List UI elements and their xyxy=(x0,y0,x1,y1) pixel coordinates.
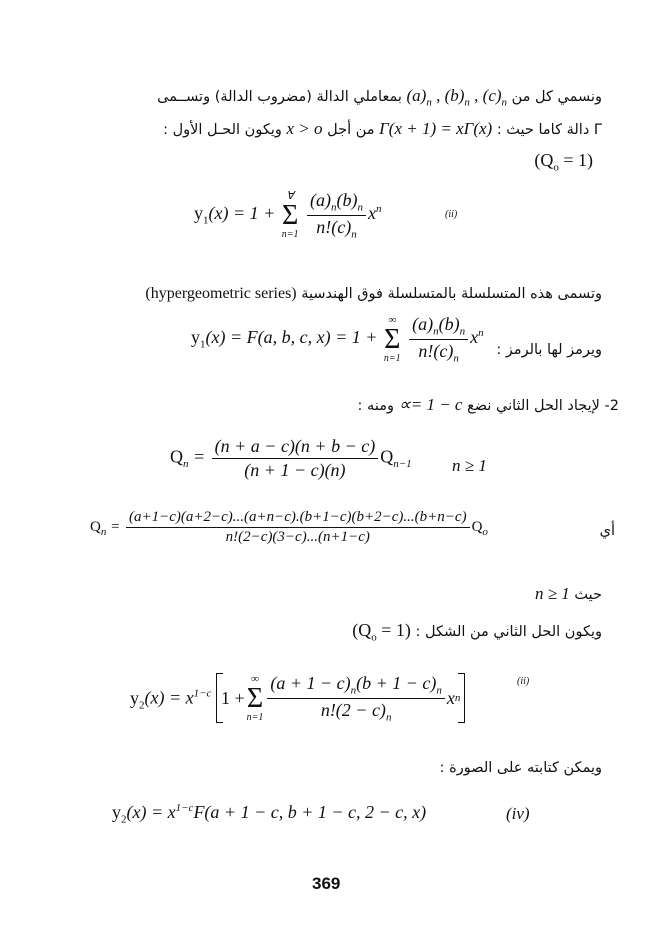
line2-arabic-mid: من أجل xyxy=(327,122,375,138)
eq5-fraction: $\frac{(a + 1 - c)_n(b + 1 - c)_n}{n!(2 - c)_n}$ xyxy=(267,673,445,723)
eq5-tag: (ii) xyxy=(517,676,530,687)
page-number: 369 xyxy=(312,874,341,893)
alpha-substitution: ∝= 1 − c xyxy=(398,395,463,414)
line6-arabic-end: ومنه : xyxy=(357,398,394,414)
line4-arabic: وتسمى هذه المتسلسلة بالمتسلسلة فوق الهندسية xyxy=(301,286,602,302)
eq6-lhs: $y_2$ xyxy=(112,802,127,826)
text-line-6 xyxy=(358,395,619,415)
x-condition: x > o xyxy=(286,119,323,138)
text-line-2 xyxy=(163,119,602,139)
line7-math: n ≥ 1 xyxy=(534,584,570,603)
eq4-arabic: أي xyxy=(599,523,615,539)
eq3-lhs: Q xyxy=(170,446,183,467)
text-line-8 xyxy=(352,620,602,644)
line1-math-a: $(a)_n$ , $(b)_n$ , $(c)_n$ xyxy=(406,86,508,109)
line6-arabic-start: 2- لإيجاد الحل الثاني نضع xyxy=(467,398,619,414)
gamma-identity: Γ(x + 1) = xΓ(x) xyxy=(379,119,493,138)
eq1-lhs: $y_1$ xyxy=(194,203,209,227)
eq2-fraction: $\frac{(a)_n(b)_n}{n!(c)_n}$ xyxy=(409,314,468,364)
eq5-sum-sign: ∞ Σ n=1 xyxy=(246,672,264,723)
eq3-condition: n ≥ 1 xyxy=(452,456,487,475)
line4-english: (hypergeometric series) xyxy=(145,285,297,302)
eq5-bracket: 1 + ∞ Σ n=1 $\frac{(a + 1 - c)_n(b + 1 - c)_n}{n!(2 - c)_n}$ x n xyxy=(216,673,465,723)
line2-arabic-end: ويكون الحـل الأول : xyxy=(163,122,282,138)
text-line-1 xyxy=(157,86,602,108)
text-line-7 xyxy=(535,584,602,604)
equation-y1-hypergeometric: $y_1(x) = F(a$, b, c, x) = 1 + ∞ Σ n=1 $\frac{(a)_n(b)_n}{n!(c)_n}$ $x^n$ xyxy=(191,313,484,365)
equation-y1-series: $y_1(x) = 1$ + ∀ Σ n=1 $\frac{(a)_n(b)_n}{n!(c)_n}$ $x^n$ xyxy=(194,189,382,241)
eq1-fraction: $\frac{(a)_n(b)_n}{n!(c)_n}$ xyxy=(307,190,366,240)
line1-arabic-end: بمعاملي الدالة (مضروب الدالة) وتســمى xyxy=(157,89,402,105)
eq1-tag: (ii) xyxy=(445,209,458,220)
equation-y2-series: $y_2(x) = x^{1-c}$ 1 + ∞ Σ n=1 $\frac{(a + 1 - c)_n(b + 1 - c)_n}{n!(2 - c)_n}$ x n xyxy=(130,673,465,723)
q0-condition-1: $(Q_o = 1)$ xyxy=(534,150,593,174)
eq3-fraction: $\frac{(n + a - c)(n + b - c)}{(n + 1 - c)(n)}$ xyxy=(212,436,379,481)
eq5-lhs: $y_2$ xyxy=(130,687,145,712)
equation-y2-hypergeometric: $y_2(x) = x^{1-c}F(a + 1 - c$, b + 1 − c, 2 − c, x) xyxy=(112,802,427,826)
eq2-sum-sign: ∞ Σ n=1 xyxy=(383,313,401,364)
text-line-4 xyxy=(145,285,602,303)
eq1-sum-sign: ∀ Σ n=1 xyxy=(281,189,299,240)
equation-qn-product: $Q_n$ = $\frac{(a+1-c)(a+2-c)...(a+n-c).(b+1-c)(b+2-c)...(b+n-c)}{n!(2-c)(3-c)...(n+1-c)}$ $Q_o$ xyxy=(90,509,488,545)
eq4-fraction: $\frac{(a+1-c)(a+2-c)...(a+n-c).(b+1-c)(b+2-c)...(b+n-c)}{n!(2-c)(3-c)...(n+1-c)}$ xyxy=(126,509,470,546)
line9-arabic: ويمكن كتابته على الصورة : xyxy=(439,760,602,776)
eq6-tag: (iv) xyxy=(506,804,530,823)
equation-qn-recurrence: $Q_n$ = $\frac{(n + a - c)(n + b - c)}{(n + 1 - c)(n)}$ $Q_{n-1}$ xyxy=(170,436,412,480)
line5-arabic: ويرمز لها بالرمز : xyxy=(496,342,602,358)
line1-arabic-start: ونسمي كل من xyxy=(511,89,602,105)
line2-arabic-start: Γ دالة كاما حيث : xyxy=(496,122,602,138)
line7-arabic: حيث xyxy=(574,587,602,603)
eq2-lhs: $y_1$ xyxy=(191,327,206,351)
line8-arabic: ويكون الحل الثاني من الشكل : xyxy=(415,624,602,640)
q0-condition-2: $(Q_o = 1)$ xyxy=(352,620,411,644)
